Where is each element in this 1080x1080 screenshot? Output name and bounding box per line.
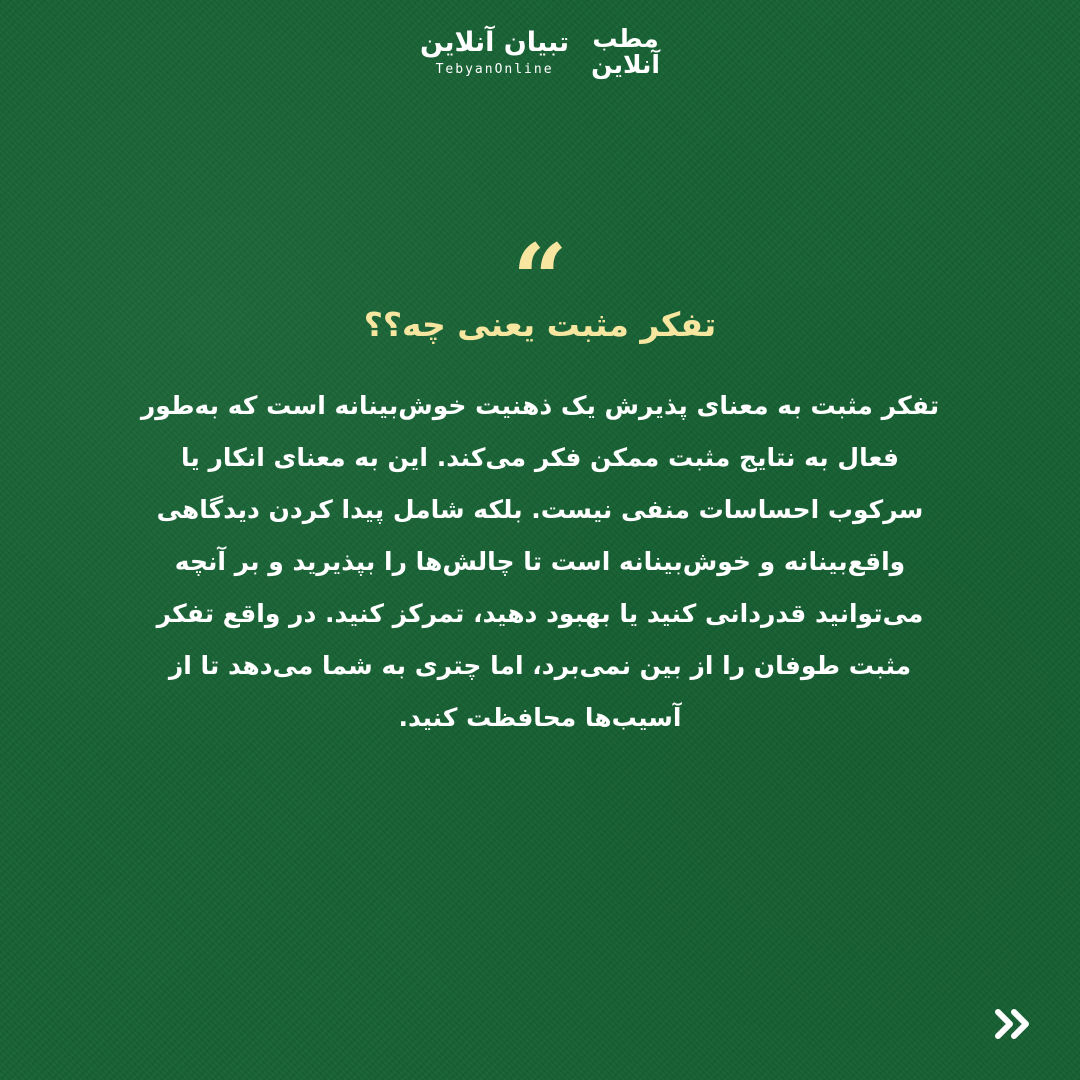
matab-logo-line2: آنلاین xyxy=(591,50,660,79)
matab-logo-line1: مطب xyxy=(592,24,659,53)
next-slide-button[interactable] xyxy=(988,1004,1040,1044)
tebyan-online-logo xyxy=(420,28,569,77)
logo-bar xyxy=(0,26,1080,78)
matab-online-logo xyxy=(591,26,660,78)
headline: تفکر مثبت یعنی چه؟؟ xyxy=(363,305,717,344)
tebyan-logo-persian: تبیان آنلاین xyxy=(420,26,570,58)
quote-mark-icon: “ xyxy=(512,223,568,336)
tebyan-logo-english: TebyanOnline xyxy=(435,61,554,77)
body-paragraph: تفکر مثبت به معنای پذیرش یک ذهنیت خوش‌بینانه است که به‌طور فعال به نتایج مثبت ممکن فکر می‌کند. این به معنای انکار یا سرکوب احساسات منفی نیست. بلکه شامل پیدا کردن دیدگاهی واقع‌بینانه و خوش‌بینانه است تا چالش‌ها را بپذیرید و بر آنچه می‌توانید قدردانی کنید یا بهبود دهید، تمرکز کنید. در واقع تفکر مثبت طوفان را از بین نمی‌برد، اما چتری به شما می‌دهد تا از آسیب‌ها محافظت کنید. xyxy=(140,391,940,732)
double-chevron-right-icon xyxy=(994,1009,1034,1039)
